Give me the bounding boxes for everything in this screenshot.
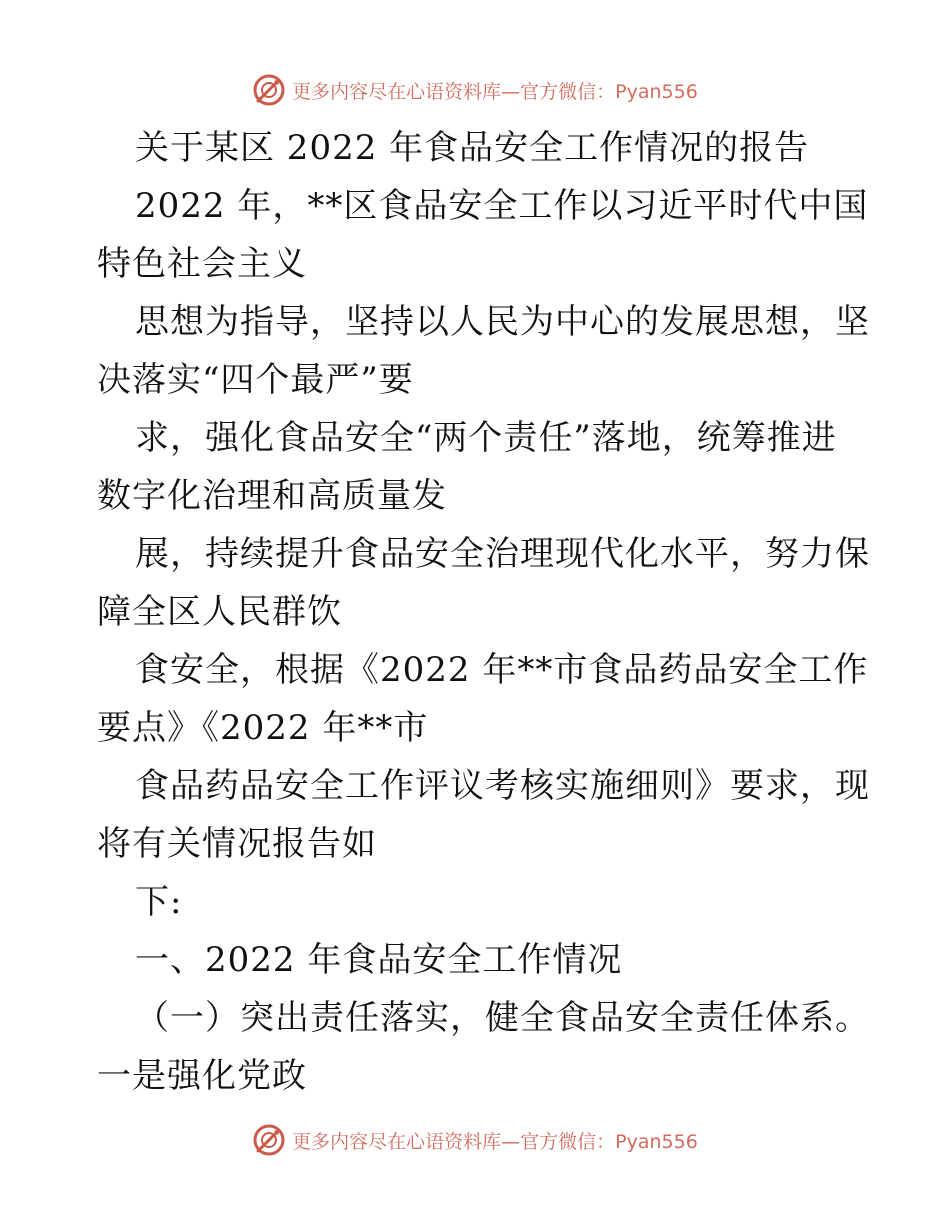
paragraph-line: 思想为指导，坚持以人民为中心的发展思想，坚 [135,302,870,342]
section-heading: 一、2022 年食品安全工作情况 [135,940,623,980]
paragraph-line: 一是强化党政 [97,1056,307,1096]
paragraph-line: 食安全，根据《2022 年**市食品药品安全工作 [135,650,869,690]
paragraph-line: 障全区人民群饮 [97,592,342,632]
paragraph-line: 特色社会主义 [97,244,307,284]
document-title: 关于某区 2022 年食品安全工作情况的报告 [135,128,810,168]
brand-logo-icon [252,1123,286,1157]
paragraph-line: 2022 年，**区食品安全工作以习近平时代中国 [135,186,869,226]
paragraph-line: 食品药品安全工作评议考核实施细则》要求，现 [135,766,870,806]
watermark-text: 更多内容尽在心语资料库—官方微信：Pyan556 [292,1130,698,1153]
subsection-heading: （一）突出责任落实，健全食品安全责任体系。 [135,998,870,1038]
watermark-text: 更多内容尽在心语资料库—官方微信：Pyan556 [292,80,698,103]
paragraph-line: 求，强化食品安全“两个责任”落地，统筹推进 [135,418,837,458]
paragraph-line: 将有关情况报告如 [97,824,377,864]
paragraph-line: 下: [135,882,183,922]
watermark-banner-top [0,70,950,110]
brand-logo-icon [252,73,286,107]
paragraph-line: 展，持续提升食品安全治理现代化水平，努力保 [135,534,870,574]
paragraph-line: 要点》《2022 年**市 [97,708,429,748]
paragraph-line: 数字化治理和高质量发 [97,476,447,516]
paragraph-line: 决落实“四个最严”要 [97,360,414,400]
watermark-banner-bottom [0,1120,950,1160]
